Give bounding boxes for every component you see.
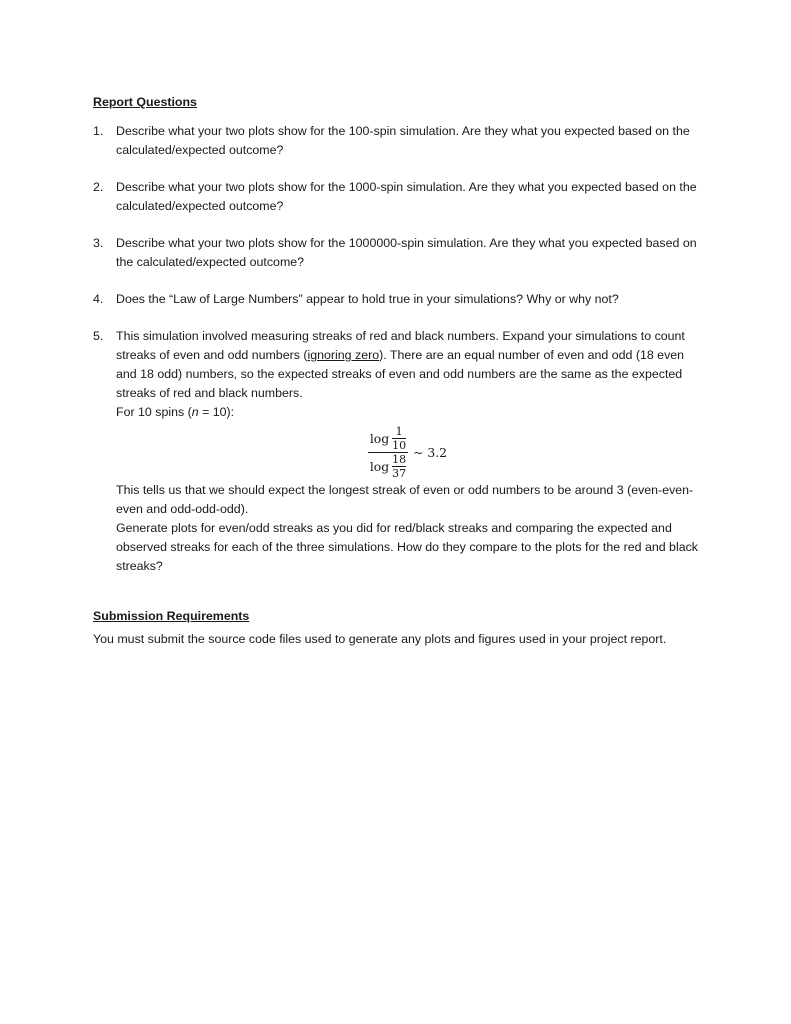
question-item-5 [93,327,703,576]
fraction-eighteen-37: $\frac{18}{37}$ [392,452,407,480]
submission-requirements-heading: Submission Requirements [93,609,250,623]
question-item [93,290,703,309]
question-item [93,122,703,160]
question-number: 4. [93,292,104,306]
formula-numerator [370,426,406,451]
report-questions-heading: Report Questions [93,95,197,109]
question-text: Describe what your two plots show for the 100-spin simulation. Are they what you expected based on the calculated/expected outcome? [116,124,690,157]
question-5-instructions: Generate plots for even/odd streaks as you did for red/black streaks and comparing the expected and observed streaks for each of the three simulations. How do they compare to the plots for the red and black streaks? [116,521,698,573]
document-content [93,94,703,649]
fraction-one-tenth: $\frac{1}{10}$ [392,424,407,452]
spins-line: For 10 spins (n = 10): [116,405,235,419]
question-number: 1. [93,124,104,138]
variable-n: n [191,405,199,419]
question-5-explanation: This tells us that we should expect the longest streak of even or odd numbers to be around 3 (even-even-even and odd-odd-odd). [116,483,694,516]
formula-result: ~ 3.2 [413,444,448,460]
question-text: Describe what your two plots show for the 1000000-spin simulation. Are they what you expected based on the calculated/expected outcome? [116,236,697,269]
question-number: 3. [93,236,104,250]
streak-formula [116,424,703,480]
log-label: log [369,430,390,446]
question-text: Describe what your two plots show for the 1000-spin simulation. Are they what you expected based on the calculated/expected outcome? [116,180,697,213]
question-text: This simulation involved measuring streaks of red and black numbers. Expand your simulations to count streaks of even and odd numbers (ignoring zero). There are an equal number of even and odd (18 even and 18 odd) numbers, so the expected streaks of even and odd numbers are the same as the expected streaks of red and black numbers. [116,329,685,400]
submission-text: You must submit the source code files used to generate any plots and figures used in your project report. [93,632,667,646]
log-label: log [369,458,390,474]
question-item [93,178,703,216]
question-list [93,122,703,576]
formula-denominator [370,454,406,479]
question-number: 2. [93,180,104,194]
question-text: Does the “Law of Large Numbers” appear to hold true in your simulations? Why or why not? [116,292,619,306]
formula-fraction [368,426,408,479]
ignoring-zero-emphasis: ignoring zero [307,348,380,362]
question-item [93,234,703,272]
question-number: 5. [93,329,104,343]
